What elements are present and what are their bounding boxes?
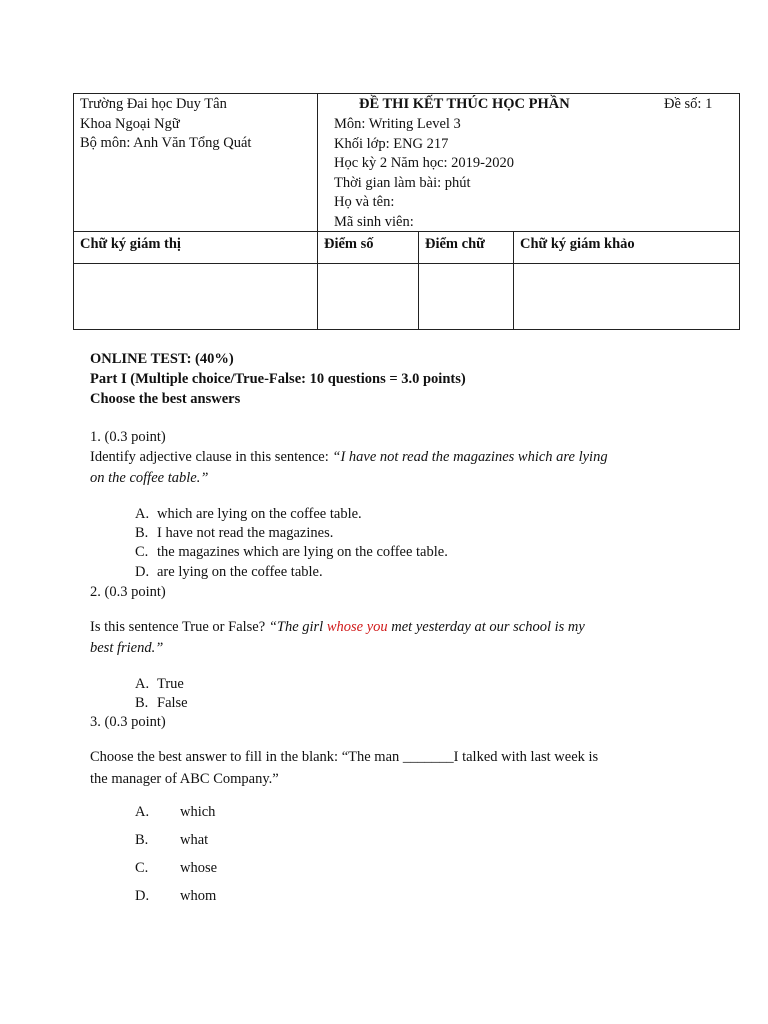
option-text: which (180, 804, 216, 820)
proctor-signature-label: Chữ ký giám thị (80, 236, 181, 252)
option-letter: A. (135, 506, 150, 522)
student-id-field: Mã sinh viên: (334, 213, 414, 230)
q1-option-d[interactable] (135, 562, 323, 582)
option-letter: C. (135, 544, 149, 560)
class: Khối lớp: ENG 217 (334, 135, 449, 152)
q1-prompt-text: Identify adjective clause in this sentence: (90, 449, 329, 465)
option-text: whom (180, 888, 217, 904)
option-text: which are lying on the coffee table. (157, 506, 362, 522)
option-text: I have not read the magazines. (157, 525, 334, 541)
score-text-label: Điểm chữ (425, 236, 485, 252)
instruction: Choose the best answers (90, 391, 241, 407)
option-letter: C. (135, 860, 149, 876)
duration: Thời gian làm bài: phút (334, 174, 471, 191)
table-divider (317, 94, 318, 330)
option-letter: A. (135, 804, 150, 820)
table-divider (74, 263, 739, 264)
score-number-label: Điểm số (324, 236, 374, 252)
q2-highlighted-error: whose you (326, 619, 388, 635)
exam-body (90, 349, 678, 919)
subject: Môn: Writing Level 3 (334, 116, 461, 132)
option-text: are lying on the coffee table. (157, 564, 323, 580)
exam-title: ĐỀ THI KẾT THÚC HỌC PHẦN (359, 96, 570, 112)
q2-prompt (90, 617, 585, 637)
option-text: False (157, 695, 188, 711)
option-text: True (157, 676, 184, 692)
q2-sentence-end: met yesterday at our school is my (391, 619, 585, 635)
q2-prompt-text: Is this sentence True or False? (90, 619, 266, 635)
q2-option-a[interactable] (135, 674, 184, 694)
option-letter: B. (135, 525, 149, 541)
exam-details (334, 115, 514, 232)
q3-option-d[interactable] (135, 886, 216, 906)
q3-prompt-cont: the manager of ABC Company.” (90, 771, 279, 787)
option-letter: B. (135, 832, 149, 848)
option-text: the magazines which are lying on the coffee table. (157, 544, 448, 560)
q1-number: 1. (0.3 point) (90, 429, 166, 445)
q3-option-c[interactable] (135, 858, 217, 878)
option-text: whose (180, 860, 218, 876)
student-name-field: Họ và tên: (334, 194, 395, 210)
q2-sentence-start: “The girl (268, 619, 324, 635)
q2-option-b[interactable] (135, 693, 188, 713)
faculty-name: Khoa Ngoại Ngữ (80, 115, 180, 132)
department-name: Bộ môn: Anh Văn Tổng Quát (80, 135, 252, 151)
q3-prompt: Choose the best answer to fill in the blank: “The man _______I talked with last week is (90, 749, 599, 765)
q3-option-b[interactable] (135, 830, 208, 850)
q1-option-a[interactable] (135, 504, 362, 524)
exam-header-table (73, 93, 740, 330)
option-letter: D. (135, 564, 150, 580)
examiner-signature-label: Chữ ký giám khảo (520, 236, 635, 252)
q1-option-c[interactable] (135, 542, 448, 562)
q1-sentence: “I have not read the magazines which are lying (332, 449, 608, 465)
option-letter: D. (135, 888, 150, 904)
school-info (80, 95, 251, 154)
test-title: ONLINE TEST: (40%) (90, 351, 234, 367)
school-name: Trường Đai học Duy Tân (80, 96, 227, 112)
q3-option-a[interactable] (135, 802, 215, 822)
table-divider (513, 231, 514, 330)
table-divider (418, 231, 419, 330)
semester: Học kỳ 2 Năm học: 2019-2020 (334, 155, 515, 171)
q1-prompt (90, 447, 608, 467)
q3-number: 3. (0.3 point) (90, 714, 166, 730)
option-letter: A. (135, 676, 150, 692)
option-letter: B. (135, 695, 149, 711)
q2-number: 2. (0.3 point) (90, 584, 166, 600)
part-heading: Part I (Multiple choice/True-False: 10 questions = 3.0 points) (90, 371, 466, 387)
q1-sentence-cont: on the coffee table.” (90, 470, 209, 486)
q1-option-b[interactable] (135, 523, 333, 543)
q2-sentence-cont: best friend.” (90, 640, 164, 656)
option-text: what (180, 832, 209, 848)
exam-number: Đề số: 1 (664, 96, 713, 112)
